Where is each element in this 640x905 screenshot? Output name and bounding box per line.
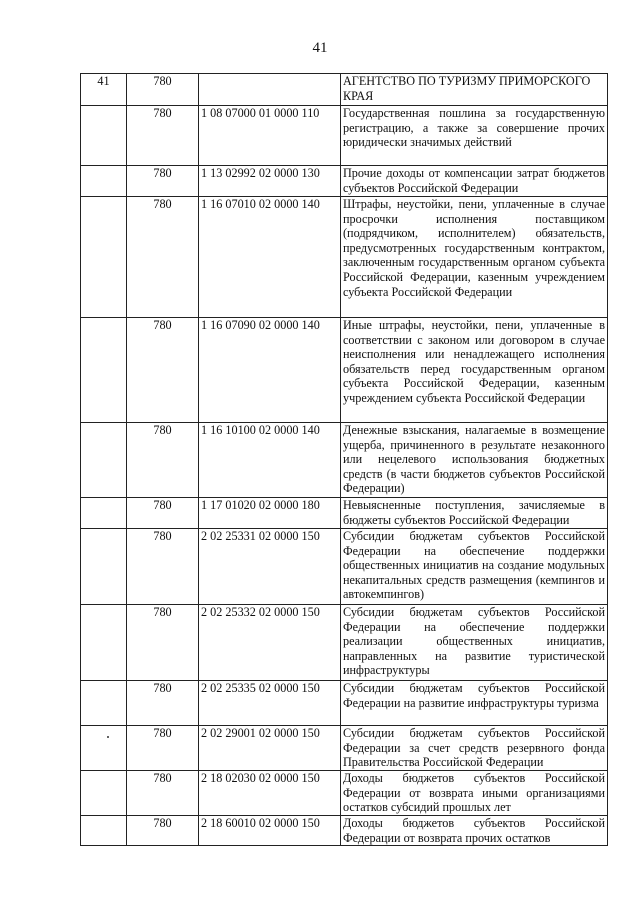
administrator-code-cell: 780 bbox=[127, 423, 199, 498]
row-number-cell bbox=[81, 605, 127, 681]
revenue-code-cell: 2 02 25331 02 0000 150 bbox=[199, 529, 341, 605]
revenue-name-cell: Государственная пошлина за государственную регистрацию, а также за совершение прочих юридически значимых действий bbox=[341, 106, 608, 166]
revenue-code-cell: 2 02 29001 02 0000 150 bbox=[199, 726, 341, 771]
table-row bbox=[81, 106, 608, 166]
administrator-code-cell: 780 bbox=[127, 498, 199, 529]
table-row bbox=[81, 529, 608, 605]
revenue-name-cell: Штрафы, неустойки, пени, уплаченные в случае просрочки исполнения поставщиком (подрядчиком, исполнителем) обязательств, предусмотренных государственным контрактом, заключенным государственным органом субъекта Российской Федерации, казенным учреждением субъекта Российской Федерации bbox=[341, 197, 608, 318]
row-number-cell bbox=[81, 771, 127, 816]
administrator-code-cell: 780 bbox=[127, 605, 199, 681]
table-row bbox=[81, 423, 608, 498]
revenue-name-cell: Субсидии бюджетам субъектов Российской Федерации за счет средств резервного фонда Правительства Российской Федерации bbox=[341, 726, 608, 771]
row-number-cell bbox=[81, 318, 127, 423]
page-number: 41 bbox=[312, 40, 328, 56]
row-number-cell bbox=[81, 423, 127, 498]
administrator-code-cell: 780 bbox=[127, 74, 199, 106]
administrator-code-cell: 780 bbox=[127, 106, 199, 166]
revenue-code-cell bbox=[199, 74, 341, 106]
table-row bbox=[81, 197, 608, 318]
table-row-agency bbox=[81, 74, 608, 106]
row-number-cell bbox=[81, 726, 127, 771]
administrator-code-cell: 780 bbox=[127, 197, 199, 318]
row-number-cell bbox=[81, 197, 127, 318]
administrator-code-cell: 780 bbox=[127, 816, 199, 846]
revenue-code-cell: 1 08 07000 01 0000 110 bbox=[199, 106, 341, 166]
row-number-cell bbox=[81, 529, 127, 605]
table-row bbox=[81, 166, 608, 197]
row-number-cell bbox=[81, 498, 127, 529]
revenue-name-cell: Невыясненные поступления, зачисляемые в бюджеты субъектов Российской Федерации bbox=[341, 498, 608, 529]
administrator-code-cell: 780 bbox=[127, 681, 199, 726]
revenue-code-cell: 2 02 25332 02 0000 150 bbox=[199, 605, 341, 681]
administrator-code-cell: 780 bbox=[127, 529, 199, 605]
revenue-name-cell: Субсидии бюджетам субъектов Российской Федерации на обеспечение поддержки общественных инициатив на создание модульных некапитальных средств размещения (кемпингов и автокемпингов) bbox=[341, 529, 608, 605]
table-row bbox=[81, 816, 608, 846]
revenue-code-cell: 2 18 60010 02 0000 150 bbox=[199, 816, 341, 846]
row-number-cell: 41 bbox=[81, 74, 127, 106]
administrator-code-cell: 780 bbox=[127, 771, 199, 816]
table-row bbox=[81, 726, 608, 771]
administrator-code-cell: 780 bbox=[127, 726, 199, 771]
revenue-code-cell: 1 13 02992 02 0000 130 bbox=[199, 166, 341, 197]
revenue-name-cell: Денежные взыскания, налагаемые в возмещение ущерба, причиненного в результате незаконного или нецелевого использования бюджетных средств (в части бюджетов субъектов Российской Федерации) bbox=[341, 423, 608, 498]
row-number-cell bbox=[81, 166, 127, 197]
row-number-cell bbox=[81, 106, 127, 166]
revenue-code-cell: 2 02 25335 02 0000 150 bbox=[199, 681, 341, 726]
stray-mark bbox=[107, 736, 109, 738]
revenue-code-cell: 1 16 07010 02 0000 140 bbox=[199, 197, 341, 318]
revenue-code-cell: 1 17 01020 02 0000 180 bbox=[199, 498, 341, 529]
table-row bbox=[81, 771, 608, 816]
revenue-code-cell: 2 18 02030 02 0000 150 bbox=[199, 771, 341, 816]
revenue-code-cell: 1 16 10100 02 0000 140 bbox=[199, 423, 341, 498]
revenue-codes-table bbox=[80, 73, 608, 846]
row-number-cell bbox=[81, 816, 127, 846]
revenue-name-cell: Субсидии бюджетам субъектов Российской Федерации на обеспечение поддержки реализации общественных инициатив, направленных на развитие туристической инфраструктуры bbox=[341, 605, 608, 681]
table-row bbox=[81, 605, 608, 681]
revenue-code-cell: 1 16 07090 02 0000 140 bbox=[199, 318, 341, 423]
agency-name-cell: АГЕНТСТВО ПО ТУРИЗМУ ПРИМОРСКОГО КРАЯ bbox=[341, 74, 608, 106]
revenue-name-cell: Субсидии бюджетам субъектов Российской Федерации на развитие инфраструктуры туризма bbox=[341, 681, 608, 726]
revenue-name-cell: Доходы бюджетов субъектов Российской Федерации от возврата прочих остатков bbox=[341, 816, 608, 846]
administrator-code-cell: 780 bbox=[127, 166, 199, 197]
table-row bbox=[81, 318, 608, 423]
table-row bbox=[81, 498, 608, 529]
row-number-cell bbox=[81, 681, 127, 726]
administrator-code-cell: 780 bbox=[127, 318, 199, 423]
table-row bbox=[81, 681, 608, 726]
revenue-name-cell: Доходы бюджетов субъектов Российской Федерации от возврата иными организациями остатков субсидий прошлых лет bbox=[341, 771, 608, 816]
revenue-name-cell: Иные штрафы, неустойки, пени, уплаченные в соответствии с законом или договором в случае неисполнения или ненадлежащего исполнения обязательств перед государственным органом субъекта Российской Федерации, казенным учреждением субъекта Российской Федерации bbox=[341, 318, 608, 423]
revenue-name-cell: Прочие доходы от компенсации затрат бюджетов субъектов Российской Федерации bbox=[341, 166, 608, 197]
